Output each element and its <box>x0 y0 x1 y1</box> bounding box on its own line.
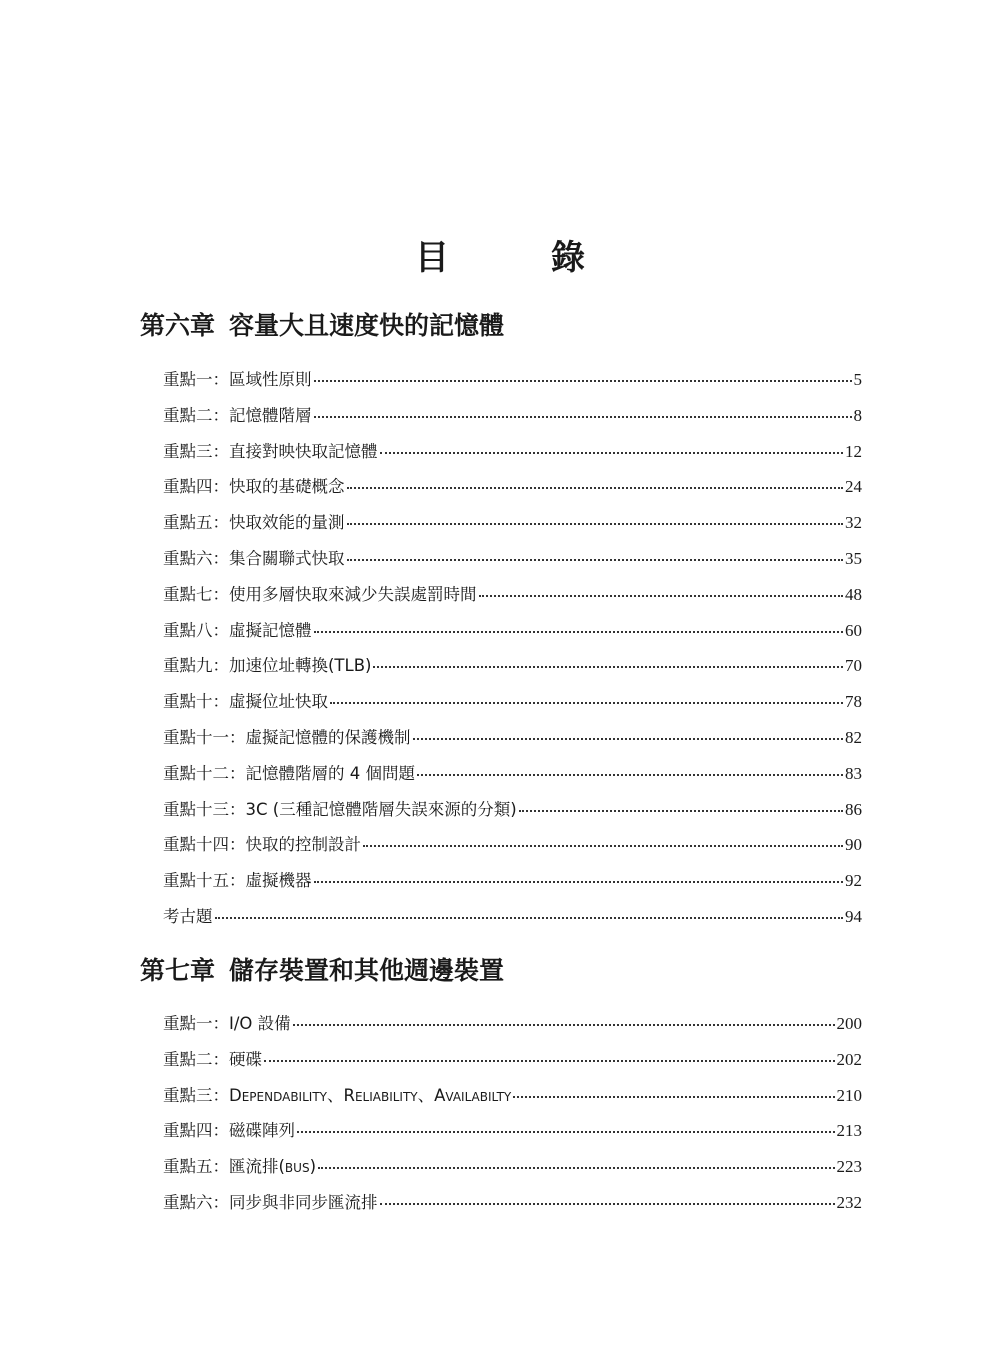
toc-entry[interactable] <box>163 1189 862 1225</box>
toc-entry[interactable] <box>163 1046 862 1082</box>
entry-title: 重點十一：虛擬記憶體的保護機制 <box>163 727 411 747</box>
entry-page-number: 48 <box>845 584 862 604</box>
chapter-title: 容量大且速度快的記憶體 <box>229 311 505 340</box>
chapter-title: 儲存裝置和其他週邊裝置 <box>229 956 505 985</box>
entry-page-number: 83 <box>845 763 862 783</box>
entry-page-number: 12 <box>845 441 862 461</box>
page-title: 目 錄 <box>415 238 619 278</box>
dot-leader <box>330 702 843 704</box>
dot-leader <box>314 881 844 883</box>
entry-title: 重點三：直接對映快取記憶體 <box>163 441 378 461</box>
entry-title: 重點一：區域性原則 <box>163 370 312 389</box>
entry-page-number: 90 <box>845 835 862 855</box>
toc-entry[interactable] <box>163 652 862 688</box>
entry-page-number: 223 <box>836 1157 862 1177</box>
entry-title: 重點一：I/O 設備 <box>163 1014 291 1033</box>
entry-title: 重點四：磁碟陣列 <box>163 1121 295 1141</box>
entry-page-number: 92 <box>845 871 862 891</box>
toc-entry[interactable] <box>163 509 862 545</box>
toc-entry[interactable] <box>163 688 862 724</box>
chapter-number: 第七章 <box>140 956 216 985</box>
entry-page-number: 8 <box>853 405 862 425</box>
dot-leader <box>380 1203 835 1205</box>
entry-title: 重點二：硬碟 <box>163 1049 262 1069</box>
dot-leader <box>314 631 844 633</box>
dot-leader <box>380 452 844 454</box>
chapter-heading <box>140 308 862 344</box>
entry-page-number: 210 <box>836 1085 862 1105</box>
toc-entry[interactable] <box>163 438 862 474</box>
dot-leader <box>513 1096 834 1098</box>
dot-leader <box>318 1167 834 1169</box>
entry-title: 重點四：快取的基礎概念 <box>163 477 345 497</box>
dot-leader <box>314 380 852 382</box>
entry-page-number: 78 <box>845 692 862 712</box>
toc-entry[interactable] <box>163 366 862 402</box>
toc-entry[interactable] <box>163 545 862 581</box>
toc-entry[interactable] <box>163 1117 862 1153</box>
toc-entry[interactable] <box>163 1153 862 1189</box>
toc-entry[interactable] <box>163 903 862 939</box>
entry-title: 重點十四：快取的控制設計 <box>163 835 361 855</box>
dot-leader <box>363 845 843 847</box>
entry-page-number: 60 <box>845 620 862 640</box>
toc-entry[interactable] <box>163 724 862 760</box>
dot-leader <box>293 1024 835 1026</box>
toc-entry[interactable] <box>163 760 862 796</box>
entry-title: 重點六：集合關聯式快取 <box>163 548 345 568</box>
dot-leader <box>347 523 844 525</box>
chapter-heading <box>140 953 862 989</box>
toc-list <box>140 1010 862 1225</box>
entry-title: 重點九：加速位址轉換(TLB) <box>163 656 372 676</box>
dot-leader <box>297 1131 835 1133</box>
dot-leader <box>314 416 852 418</box>
entry-page-number: 232 <box>836 1192 862 1212</box>
toc-entry[interactable] <box>163 402 862 438</box>
entry-title: 重點六：同步與非同步匯流排 <box>163 1192 378 1212</box>
entry-page-number: 70 <box>845 656 862 676</box>
dot-leader <box>215 917 844 919</box>
entry-page-number: 82 <box>845 727 862 747</box>
chapter-6-section <box>140 308 862 939</box>
entry-title: 重點十二：記憶體階層的 4 個問題 <box>163 763 415 783</box>
entry-page-number: 94 <box>845 906 862 926</box>
entry-title: 重點七：使用多層快取來減少失誤處罰時間 <box>163 584 477 604</box>
toc-entry[interactable] <box>163 831 862 867</box>
entry-page-number: 86 <box>845 799 862 819</box>
dot-leader <box>417 774 843 776</box>
dot-leader <box>519 810 843 812</box>
toc-entry[interactable] <box>163 796 862 832</box>
entry-page-number: 35 <box>845 548 862 568</box>
entry-page-number: 32 <box>845 513 862 533</box>
dot-leader <box>479 595 844 597</box>
toc-entry[interactable] <box>163 1010 862 1046</box>
dot-leader <box>373 666 843 668</box>
dot-leader <box>264 1060 835 1062</box>
entry-title: 重點三：Dependability、Reliability、Availabilty <box>163 1085 512 1105</box>
toc-entry[interactable] <box>163 473 862 509</box>
dot-leader <box>347 487 844 489</box>
toc-entry[interactable] <box>163 581 862 617</box>
dot-leader <box>413 738 844 740</box>
entry-title: 重點十五：虛擬機器 <box>163 871 312 891</box>
dot-leader <box>347 559 844 561</box>
toc-entry[interactable] <box>163 867 862 903</box>
entry-page-number: 202 <box>836 1049 862 1069</box>
toc-entry[interactable] <box>163 617 862 653</box>
entry-page-number: 24 <box>845 477 862 497</box>
entry-title: 重點五：匯流排(bus) <box>163 1157 317 1177</box>
chapter-7-section <box>140 953 862 1225</box>
entry-title: 重點十：虛擬位址快取 <box>163 692 328 712</box>
entry-page-number: 5 <box>853 370 862 389</box>
entry-page-number: 213 <box>836 1121 862 1141</box>
toc-entry[interactable] <box>163 1082 862 1118</box>
entry-title: 重點五：快取效能的量測 <box>163 513 345 533</box>
chapter-number: 第六章 <box>140 311 216 340</box>
entry-title: 重點二：記憶體階層 <box>163 405 312 425</box>
entry-page-number: 200 <box>836 1014 862 1033</box>
entry-title: 重點八：虛擬記憶體 <box>163 620 312 640</box>
toc-list <box>140 366 862 939</box>
entry-title: 重點十三：3C (三種記憶體階層失誤來源的分類) <box>163 799 517 819</box>
entry-title: 考古題 <box>163 906 213 926</box>
